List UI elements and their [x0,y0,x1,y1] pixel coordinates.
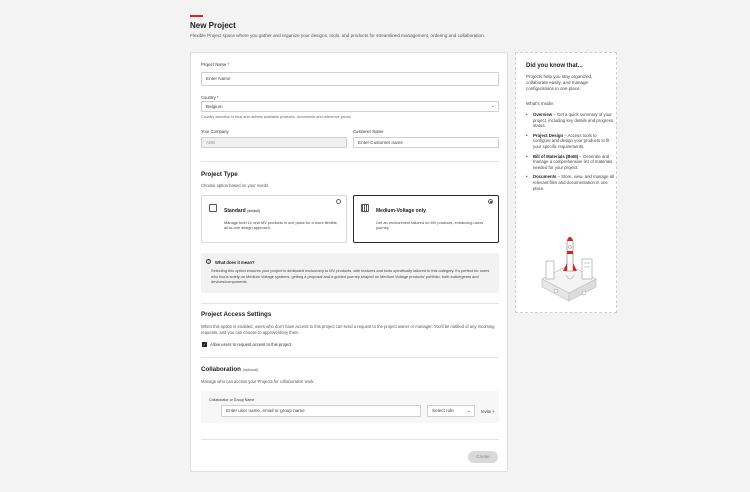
info-text: Selecting this option ensures your project is dedicated exclusively to MV products, with features and tools specifically tailored to this category. It's perfect for users who focus solely on Medium Voltage systems, getting a proposal and a guided journey shaped on Medium Voltage products' portfolio, both switchgears and devices/components. [211,268,490,285]
access-title: Project Access Settings [201,311,272,318]
type-option-description: Get an environment tailored on MV products, enhancing users' journey [376,220,484,230]
list-item [526,174,614,191]
page-subtitle: Flexible Project space where you gather and organize your designs, tools, and products for streamlined management, ordering and collaboration. [190,33,485,38]
project-name-input[interactable]: Enter Name [201,72,499,86]
tips-whats-inside: What's Inside: [526,101,555,106]
project-name-label: Project Name * [201,62,230,67]
divider [201,303,499,304]
type-option-tag: (default) [247,209,261,213]
page-title: New Project [190,21,236,30]
tips-card [515,52,617,313]
rocket-illustration-icon [536,231,602,307]
type-option-mv-only[interactable] [353,195,499,243]
tip-text: – Store, view, and manage all relevant files and documentation in one place. [533,174,614,191]
project-type-title: Project Type [201,171,238,178]
document-icon [209,204,217,212]
country-value: Belgium [206,104,223,109]
divider [201,439,499,440]
list-item [526,154,614,171]
allow-requests-checkbox[interactable]: ✓ [202,342,207,347]
customer-input[interactable]: Enter Customer name [353,137,499,148]
collaborator-row [201,391,499,423]
radio-mv-only[interactable] [488,199,493,204]
info-title: What does it mean? [215,260,255,265]
tip-term: Project Design [533,132,564,138]
tip-text: – Generate and manage a comprehensive list of materials needed for your project. [533,153,613,170]
collaborator-input[interactable]: Enter user name, email or group name [221,405,421,417]
access-description: When this option is enabled, users who don't have access to this project can send a request to the project owner or manager. You'll be notified of any incoming requests, and you can choose to approve/deny them. [201,324,495,335]
tip-text: – Get a quick summary of your project, including key details and progress status. [533,112,614,129]
tips-intro: Projects help you stay organized, collaborate easily, and manage configurations in one place. [526,74,593,91]
list-item [526,133,614,150]
collaboration-description: Manage who can access your Projects for collaborative work. [201,379,315,384]
allow-requests-label: Allow users to request access to this project [210,342,292,347]
country-select[interactable] [201,101,499,112]
company-input: ABB [201,137,347,148]
tip-text: – Access tools to configure and design your products to fit your specific requirements. [533,132,610,149]
new-project-form [190,52,508,472]
create-button[interactable]: Create [468,451,498,463]
role-placeholder: Select role [432,408,454,413]
type-option-title [224,208,260,214]
tip-term: Overview [533,112,553,117]
collaboration-title-text: Collaboration [201,366,241,373]
radio-standard[interactable] [336,199,341,204]
divider [201,357,499,358]
country-label: Country * [201,95,219,100]
question-icon: ? [207,260,210,264]
country-hint: Country selection is final and defines available products, documents and reference prices [201,115,351,119]
project-type-description: Choose option based on your needs [201,183,269,188]
collaborator-label: Collaborator or Group Name [209,398,255,402]
divider [201,161,499,162]
tips-title: Did you know that... [526,63,583,69]
plus-icon: + [492,409,495,414]
grid-icon [361,204,369,212]
type-option-name: Standard [224,208,246,214]
chevron-down-icon: ⌄ [490,103,495,109]
tips-list [526,112,614,195]
info-box [201,253,499,293]
type-option-name: Medium-Voltage only [376,208,426,214]
tip-term: Documents [533,174,557,180]
company-label: Your Company [201,129,229,134]
type-option-description: Manage both LV and MV products in one place for a more flexible, all-in-one design approach. [224,220,338,230]
role-select[interactable] [427,405,475,417]
customer-label: Customer Name [353,129,384,134]
collaboration-optional: (optional) [242,368,259,372]
accent-bar [190,15,203,17]
tip-term: Bill of Materials (BoM) [533,153,579,159]
invite-button[interactable] [481,409,495,414]
invite-label: Invite [481,409,492,414]
collaboration-title [201,366,258,373]
list-item [526,112,614,129]
chevron-down-icon: ⌄ [466,408,471,414]
type-option-standard[interactable] [201,195,347,243]
